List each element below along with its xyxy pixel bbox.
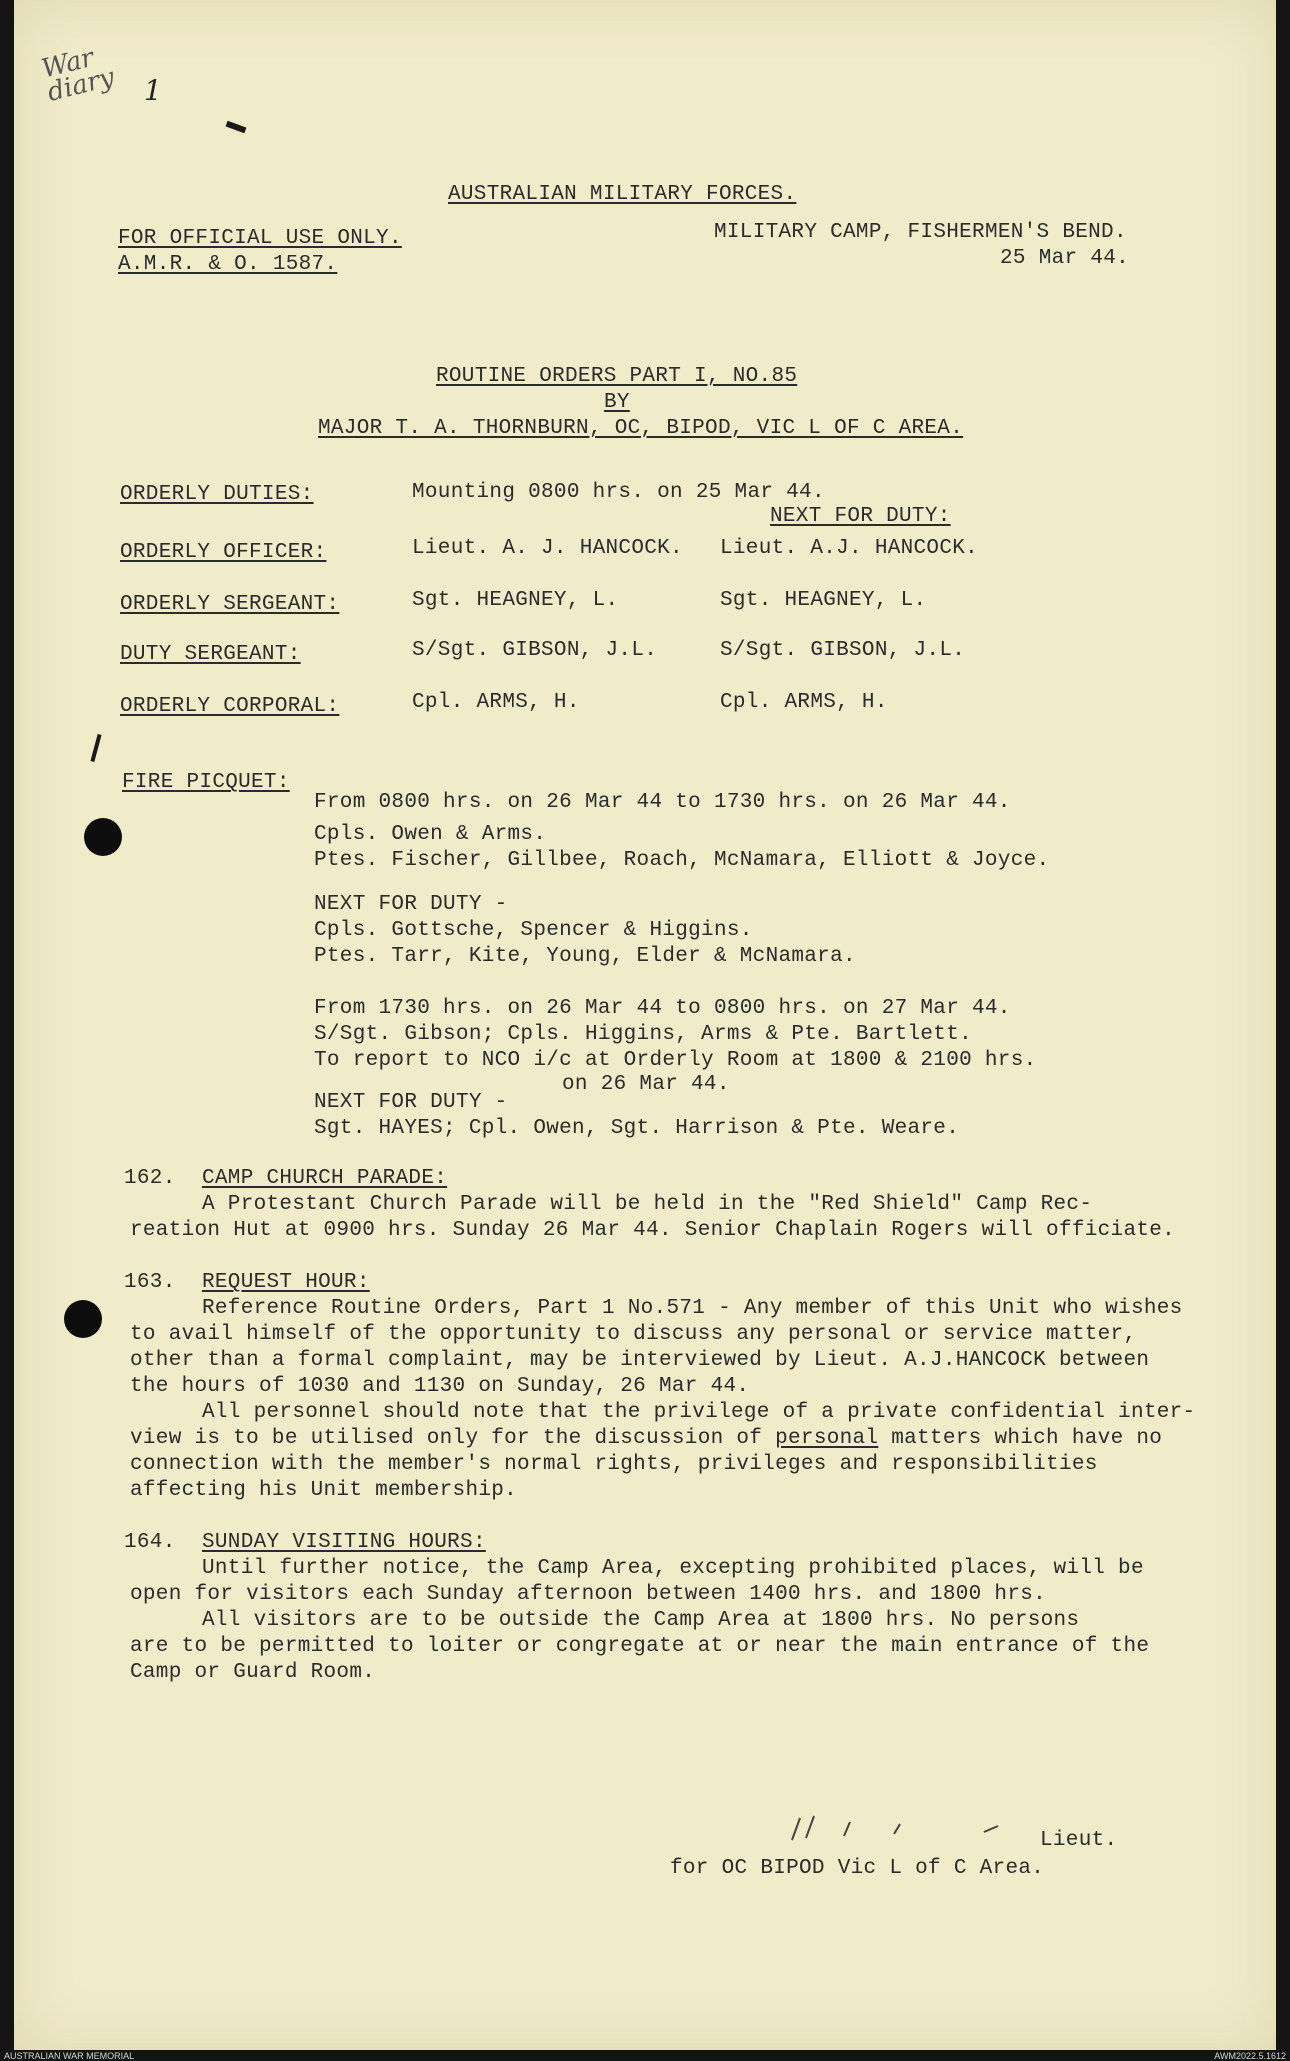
footer-institution: AUSTRALIAN WAR MEMORIAL [4, 2051, 135, 2061]
duty-row-next: Lieut. A.J. HANCOCK. [720, 537, 979, 560]
item-heading: REQUEST HOUR: [202, 1271, 370, 1294]
ink-mark [226, 121, 247, 133]
orders-title-by: BY [604, 391, 630, 414]
item-line: Camp or Guard Room. [130, 1661, 376, 1684]
punch-hole [64, 1300, 102, 1338]
fire-picquet-night-report-date: on 26 Mar 44. [562, 1073, 730, 1096]
duty-row-label: ORDERLY OFFICER: [120, 541, 327, 564]
duty-row-current: S/Sgt. GIBSON, J.L. [412, 639, 658, 662]
duty-row-current: Lieut. A. J. HANCOCK. [412, 537, 683, 560]
next-for-duty-heading: NEXT FOR DUTY: [770, 505, 951, 528]
duty-row-current: Sgt. HEAGNEY, L. [412, 589, 619, 612]
orders-title: ROUTINE ORDERS PART I, NO.85 [436, 365, 798, 388]
item-heading: SUNDAY VISITING HOURS: [202, 1531, 486, 1554]
item-line [130, 1426, 1162, 1452]
orders-issuer: MAJOR T. A. THORNBURN, OC, BIPOD, VIC L OF C AREA. [318, 417, 964, 440]
camp-location: MILITARY CAMP, FISHERMEN'S BEND. [714, 221, 1127, 244]
item-line: reation Hut at 0900 hrs. Sunday 26 Mar 44. Senior Chaplain Rogers will officiate. [130, 1219, 1176, 1242]
item-line: Reference Routine Orders, Part 1 No.571 - Any member of this Unit who wishes [202, 1297, 1183, 1320]
item-line: connection with the member's normal rights, privileges and responsibilities [130, 1453, 1098, 1476]
item-number: 163. [124, 1271, 176, 1294]
fire-picquet-day-period: From 0800 hrs. on 26 Mar 44 to 1730 hrs. on 26 Mar 44. [314, 791, 1011, 814]
fire-picquet-day-cpls: Cpls. Owen & Arms. [314, 823, 547, 846]
fire-picquet-night-members: S/Sgt. Gibson; Cpls. Higgins, Arms & Pte. Bartlett. [314, 1023, 973, 1046]
ink-mark [90, 734, 101, 762]
item-line: A Protestant Church Parade will be held in the "Red Shield" Camp Rec- [202, 1193, 1093, 1216]
duty-row-label: ORDERLY CORPORAL: [120, 695, 340, 718]
item-number: 162. [124, 1167, 176, 1190]
emphasised-word: personal [775, 1427, 879, 1450]
page-number: 1 [144, 74, 162, 107]
duty-row-current: Cpl. ARMS, H. [412, 691, 580, 714]
duty-row-next: S/Sgt. GIBSON, J.L. [720, 639, 966, 662]
official-use-notice: FOR OFFICIAL USE ONLY. [118, 227, 402, 250]
fire-picquet-label: FIRE PICQUET: [122, 771, 290, 794]
amr-reference: A.M.R. & O. 1587. [118, 253, 338, 276]
punch-hole [84, 818, 122, 856]
item-line: affecting his Unit membership. [130, 1479, 518, 1502]
item-line: are to be permitted to loiter or congregate at or near the main entrance of the [130, 1635, 1150, 1658]
item-line: the hours of 1030 and 1130 on Sunday, 26 Mar 44. [130, 1375, 750, 1398]
item-line: All personnel should note that the privilege of a private confidential inter- [202, 1401, 1196, 1424]
fire-picquet-next2-heading: NEXT FOR DUTY - [314, 1091, 508, 1114]
signature-for-line: for OC BIPOD Vic L of C Area. [670, 1857, 1045, 1880]
fire-picquet-night-period: From 1730 hrs. on 26 Mar 44 to 0800 hrs. on 27 Mar 44. [314, 997, 1011, 1020]
item-line-part: view is to be utilised only for the discussion of [130, 1427, 776, 1450]
duty-row-label: DUTY SERGEANT: [120, 643, 301, 666]
item-heading: CAMP CHURCH PARADE: [202, 1167, 448, 1190]
fire-picquet-day-ptes: Ptes. Fischer, Gillbee, Roach, McNamara, Elliott & Joyce. [314, 849, 1050, 872]
fire-picquet-next1-heading: NEXT FOR DUTY - [314, 893, 508, 916]
fire-picquet-next2-members: Sgt. HAYES; Cpl. Owen, Sgt. Harrison & Pte. Weare. [314, 1117, 960, 1140]
item-line: Until further notice, the Camp Area, excepting prohibited places, will be [202, 1557, 1144, 1580]
duty-row-next: Sgt. HEAGNEY, L. [720, 589, 927, 612]
duty-row-next: Cpl. ARMS, H. [720, 691, 888, 714]
item-line: open for visitors each Sunday afternoon between 1400 hrs. and 1800 hrs. [130, 1583, 1047, 1606]
document-title: AUSTRALIAN MILITARY FORCES. [448, 183, 797, 206]
item-number: 164. [124, 1531, 176, 1554]
fire-picquet-next1-cpls: Cpls. Gottsche, Spencer & Higgins. [314, 919, 753, 942]
duty-row-label: ORDERLY SERGEANT: [120, 593, 340, 616]
document-date: 25 Mar 44. [1000, 247, 1130, 270]
fire-picquet-night-report: To report to NCO i/c at Orderly Room at 1800 & 2100 hrs. [314, 1049, 1037, 1072]
margin-note-war-diary: War diary [38, 42, 118, 108]
footer-accession-number: AWM2022.5.1612 [1214, 2051, 1286, 2061]
item-line: All visitors are to be outside the Camp Area at 1800 hrs. No persons [202, 1609, 1080, 1632]
orderly-duties-label: ORDERLY DUTIES: [120, 483, 314, 506]
item-line-part: matters which have no [878, 1427, 1163, 1450]
document-page [14, 0, 1276, 2050]
item-line: other than a formal complaint, may be interviewed by Lieut. A.J.HANCOCK between [130, 1349, 1150, 1372]
signature-scribble [784, 1810, 1044, 1850]
signature-rank: Lieut. [1040, 1829, 1118, 1852]
fire-picquet-next1-ptes: Ptes. Tarr, Kite, Young, Elder & McNamara. [314, 945, 856, 968]
orderly-duties-value: Mounting 0800 hrs. on 25 Mar 44. [412, 481, 825, 504]
item-line: to avail himself of the opportunity to discuss any personal or service matter, [130, 1323, 1137, 1346]
